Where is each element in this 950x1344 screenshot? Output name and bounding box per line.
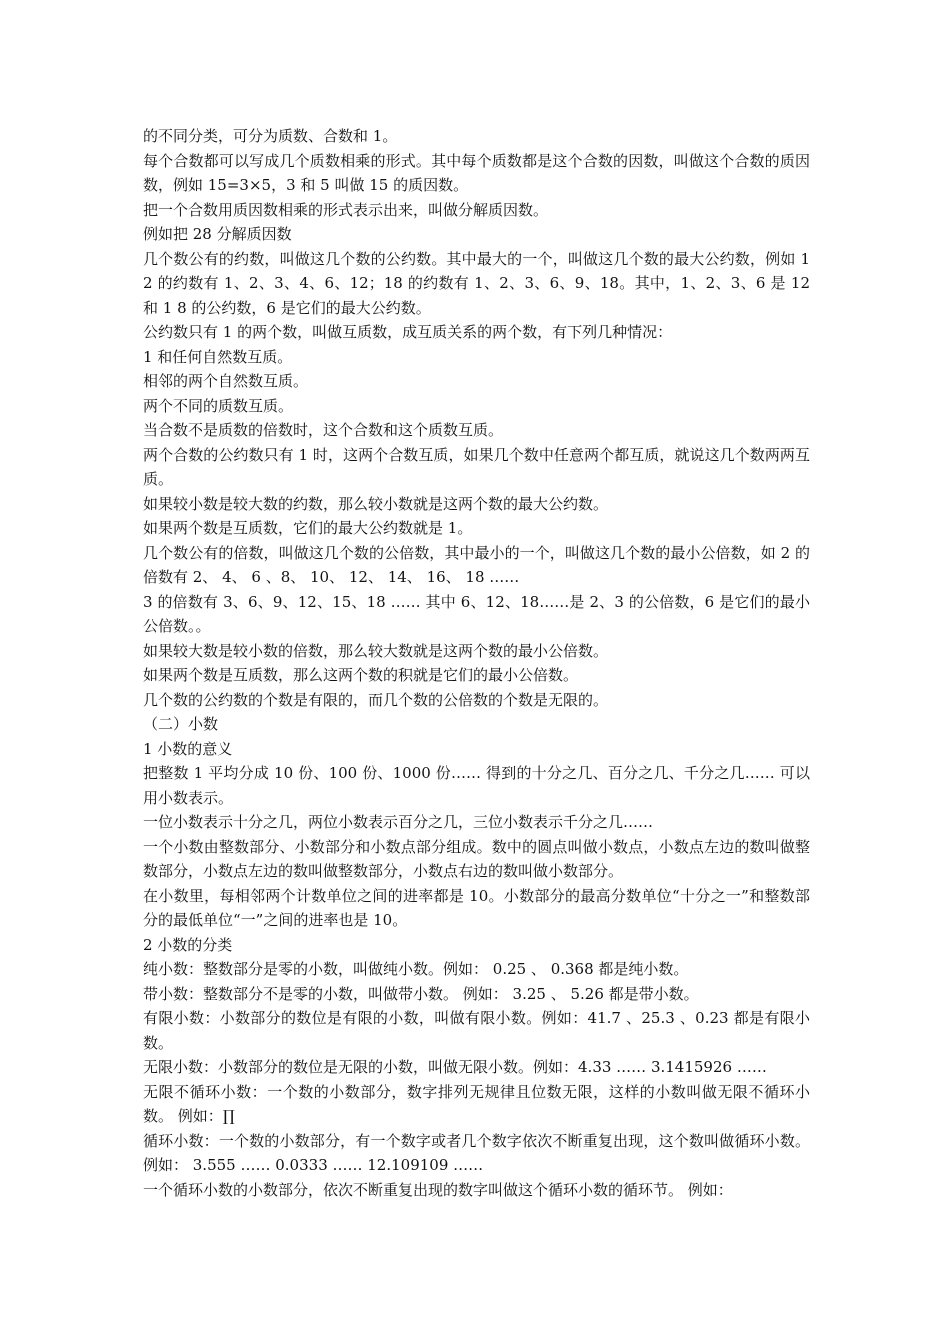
- paragraph: 两个合数的公约数只有 1 时，这两个合数互质，如果几个数中任意两个都互质，就说这几个数两两互质。: [143, 445, 810, 488]
- paragraph: 有限小数：小数部分的数位是有限的小数，叫做有限小数。例如：41.7 、25.3 、0.23 都是有限小数。: [143, 1009, 810, 1052]
- subsection-heading: 1 小数的意义: [143, 739, 233, 758]
- section-heading: （二）小数: [143, 715, 219, 733]
- paragraph: 1 和任何自然数互质。: [143, 347, 293, 366]
- paragraph: 纯小数：整数部分是零的小数，叫做纯小数。例如： 0.25 、 0.368 都是纯小数。: [143, 960, 689, 978]
- paragraph: 如果较小数是较大数的约数，那么较小数就是这两个数的最大公约数。: [143, 494, 609, 513]
- paragraph: 的不同分类，可分为质数、合数和 1。: [143, 127, 398, 145]
- paragraph: 每个合数都可以写成几个质数相乘的形式。其中每个质数都是这个合数的因数，叫做这个合数的质因数，例如 15=3×5，3 和 5 叫做 15 的质因数。: [143, 151, 810, 194]
- paragraph: 几个数的公约数的个数是有限的，而几个数的公倍数的个数是无限的。: [143, 690, 609, 709]
- paragraph: 无限小数：小数部分的数位是无限的小数，叫做无限小数。例如：4.33 …… 3.1415926 ……: [143, 1058, 767, 1076]
- paragraph: 几个数公有的倍数，叫做这几个数的公倍数，其中最小的一个，叫做这几个数的最小公倍数，如 2 的倍数有 2、 4、 6 、8、 10、 12、 14、 16、 18 ……: [143, 543, 810, 586]
- paragraph: 把整数 1 平均分成 10 份、100 份、1000 份…… 得到的十分之几、百分之几、千分之几…… 可以用小数表示。: [143, 764, 810, 807]
- subsection-heading: 2 小数的分类: [143, 935, 233, 954]
- paragraph: 一个循环小数的小数部分，依次不断重复出现的数字叫做这个循环小数的循环节。 例如：: [143, 1180, 733, 1199]
- paragraph: 如果两个数是互质数，它们的最大公约数就是 1。: [143, 519, 473, 537]
- paragraph: 相邻的两个自然数互质。: [143, 372, 309, 390]
- paragraph: 一位小数表示十分之几，两位小数表示百分之几，三位小数表示千分之几……: [143, 813, 654, 831]
- paragraph: 循环小数：一个数的小数部分，有一个数字或者几个数字依次不断重复出现，这个数叫做循环小数。 例如： 3.555 …… 0.0333 …… 12.109109 ……: [143, 1131, 810, 1174]
- paragraph: 在小数里，每相邻两个计数单位之间的进率都是 10。小数部分的最高分数单位“十分之一”和整数部分的最低单位“一”之间的进率也是 10。: [143, 886, 810, 929]
- paragraph: 如果较大数是较小数的倍数，那么较大数就是这两个数的最小公倍数。: [143, 641, 609, 660]
- paragraph: 无限不循环小数：一个数的小数部分，数字排列无规律且位数无限，这样的小数叫做无限不循环小数。 例如：∏: [143, 1082, 810, 1125]
- paragraph: 例如把 28 分解质因数: [143, 225, 292, 243]
- paragraph: 当合数不是质数的倍数时，这个合数和这个质数互质。: [143, 421, 504, 439]
- paragraph: 把一个合数用质因数相乘的形式表示出来，叫做分解质因数。: [143, 200, 549, 219]
- paragraph: 如果两个数是互质数，那么这两个数的积就是它们的最小公倍数。: [143, 666, 579, 684]
- paragraph: 两个不同的质数互质。: [143, 396, 294, 415]
- paragraph: 3 的倍数有 3、6、9、12、15、18 …… 其中 6、12、18……是 2、3 的公倍数，6 是它们的最小公倍数。。: [143, 592, 810, 635]
- paragraph: 公约数只有 1 的两个数，叫做互质数，成互质关系的两个数，有下列几种情况：: [143, 323, 673, 341]
- document-body: [143, 124, 810, 1202]
- paragraph: 几个数公有的约数，叫做这几个数的公约数。其中最大的一个，叫做这几个数的最大公约数，例如 12 的约数有 1、2、3、4、6、12；18 的约数有 1、2、3、6、9、18。其中，1、2、3、6 是 12 和 1 8 的公约数，6 是它们的最大公约数。: [143, 249, 810, 317]
- paragraph: 带小数：整数部分不是零的小数，叫做带小数。 例如： 3.25 、 5.26 都是带小数。: [143, 984, 699, 1003]
- paragraph: 一个小数由整数部分、小数部分和小数点部分组成。数中的圆点叫做小数点，小数点左边的数叫做整数部分，小数点左边的数叫做整数部分，小数点右边的数叫做小数部分。: [143, 837, 810, 880]
